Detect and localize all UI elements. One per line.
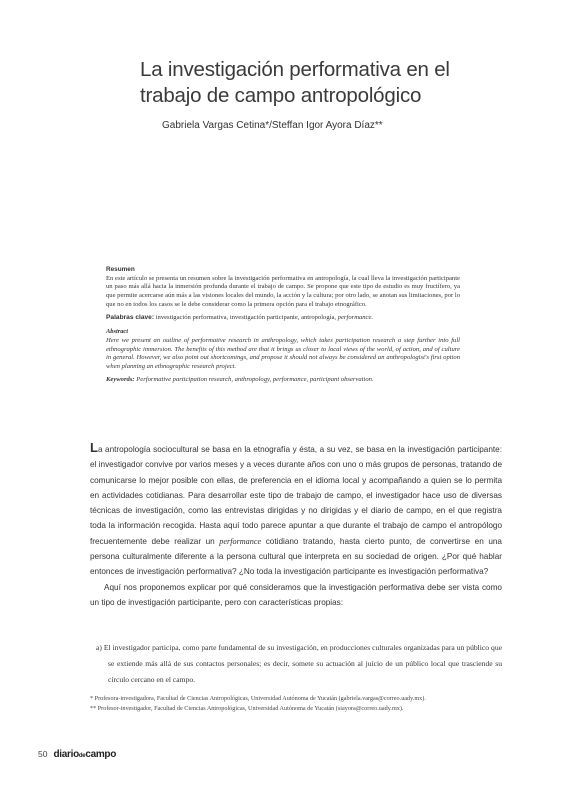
body-p1-part-a: a antropología sociocultural se basa en la etnografía y ésta, a su vez, se basa en la investigación participante: el investigador convive por varios meses y a veces durante años con uno o más grupos de personas, tratando de comunicarse lo mejor posible con ellas, de preferencia en el idioma local y acompañando a quien se lo permita en actividades cotidianas. Para desarrollar este tipo de trabajo de campo, el investigador hace uso de diversas técnicas de investigación, como las entrevistas dirigidas y no dirigidas y el diario de campo, en el que registra toda la información recogida. Hasta aquí todo parece apuntar a que durante el trabajo de campo el antropólogo frecuentemente debe realizar un [90,445,502,546]
logo-right: campo [85,749,117,760]
journal-logo [53,749,116,760]
palabras-clave-italic: performance. [337,313,374,321]
footnote-1: * Profesora-investigadora, Facultad de Ciencias Antropológicas, Universidad Autónoma de Yucatán (gabriela.vargas@correo.uady.mx). [90,695,426,702]
logo-mid: de [78,753,86,759]
palabras-clave-label: Palabras clave: [106,313,155,321]
footnotes [90,694,490,714]
article-body [90,440,502,610]
page-footer [38,749,116,760]
footnote-2: ** Profesor-investigador, Facultad de Ciencias Antropológicas, Universidad Autónoma de Yucatán (siayora@correo.uady.mx). [90,705,404,713]
list-item-a: a) El investigador participa, como parte fundamental de su investigación, en producciones culturales organizadas para un público que se extiende más allá de sus contactos personales; es decir, somete su actuación al juicio de un público local que trasciende su círculo cercano en el campo. [96,643,502,684]
article-authors: Gabriela Vargas Cetina*/Steffan Igor Ayora Díaz** [162,120,383,131]
resumen-heading: Resumen [106,266,135,273]
resumen-text: En este artículo se presenta un resumen sobre la investigación performativa en antropología, la cual lleva la investigación participante un paso más allá hacia la inmersión profunda durante el trabajo de campo. Se propone que este tipo de estudio es muy fructífero, ya que permite acercarse aún más a las visiones locales del mundo, la acción y la cultura; por otro lado, se anotan sus limitaciones, por lo que no en todos los casos se le debe considerar como la primera opción para el trabajo etnográfico. [106,274,460,308]
abstract-section [106,266,460,384]
drop-cap: L [90,440,98,455]
keywords-text: Performative participation research, anthropology, performance, participant observation. [136,375,374,383]
abstract-heading: Abstract [106,328,129,336]
keywords-label: Keywords: [106,375,135,383]
body-p1-part-b: cotidiano tratando, hasta cierto punto, de convertirse en una persona culturalmente diferente a la persona cultural que interpreta en su sociedad de origen. ¿Por qué hablar entonces de investigación performativa? ¿No toda la investigación participante es investigación performativa? [90,536,502,577]
palabras-clave [106,314,460,323]
body-p1-italic: performance [219,536,262,546]
abstract-text: Here we present an outline of performative research in anthropology, which takes participation research a step further into full ethnographic immersion. The benefits of this method are that it brings us closer to local views of the world, of action, and of culture in general. However, we also point out shortcomings, and propose it should not always be considered an anthropologist's first option when planning an ethnographic research project. [106,336,460,371]
body-paragraph-1 [90,440,502,580]
keywords [106,376,460,385]
article-title: La investigación performativa en el trabajo de campo antropológico [140,58,450,107]
body-paragraph-2: Aquí nos proponemos explicar por qué consideramos que la investigación performativa debe ser vista como un tipo de investigación participante, pero con características propias: [90,582,502,607]
palabras-clave-text: investigación performativa, investigación participante, antropología, [155,313,338,321]
logo-left: diario [53,749,79,760]
page-number: 50 [38,749,48,759]
